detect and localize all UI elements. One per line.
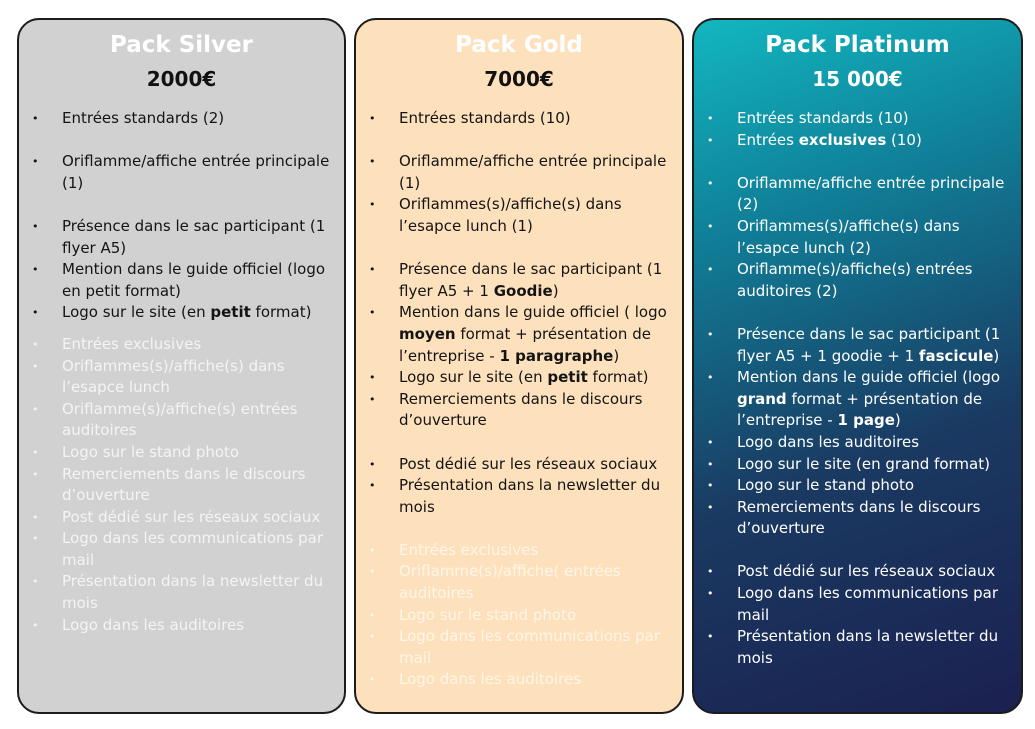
pack-title: Pack Silver (110, 32, 253, 58)
excluded-feature-item: • Entrées exclusives (19, 334, 344, 356)
pack-title: Pack Platinum (765, 32, 950, 58)
feature-list (356, 108, 682, 691)
feature-item: • Oriflamme/affiche entrée principale (1) (356, 151, 682, 194)
feature-item: • Remerciements dans le discours d’ouverture (356, 389, 682, 432)
feature-item: • Présentation dans la newsletter du mois (356, 475, 682, 518)
feature-item: • Mention dans le guide officiel ( logo moyen format + présentation de l’entreprise - 1 paragraphe) (356, 302, 682, 367)
excluded-feature-item: • Oriflamme(s)/affiche(s) entrées auditoires (19, 399, 344, 442)
feature-item: • Oriflammes(s)/affiche(s) dans l’esapce lunch (2) (694, 216, 1021, 259)
feature-item: • Post dédié sur les réseaux sociaux (694, 561, 1021, 583)
excluded-feature-item: • Présentation dans la newsletter du mois (19, 571, 344, 614)
feature-item: • Présentation dans la newsletter du mois (694, 626, 1021, 669)
pack-silver-card (17, 18, 346, 714)
feature-item: • Présence dans le sac participant (1 flyer A5 + 1 Goodie) (356, 259, 682, 302)
feature-item: • Oriflamme(s)/affiche(s) entrées auditoires (2) (694, 259, 1021, 302)
excluded-feature-item: • Oriflammes(s)/affiche(s) dans l’esapce lunch (19, 356, 344, 399)
feature-item: • Entrées standards (2) (19, 108, 344, 130)
excluded-feature-item: • Logo dans les auditoires (19, 615, 344, 637)
feature-item: • Logo sur le stand photo (694, 475, 1021, 497)
feature-item: • Oriflamme/affiche entrée principale (1) (19, 151, 344, 194)
pack-price: 7000€ (484, 67, 554, 91)
feature-item: • Oriflamme/affiche entrée principale (2) (694, 173, 1021, 216)
feature-list (19, 108, 344, 636)
feature-item: • Présence dans le sac participant (1 flyer A5) (19, 216, 344, 259)
excluded-feature-item: • Oriflamme(s)/affiche( entrées auditoires (356, 561, 682, 604)
feature-item: • Mention dans le guide officiel (logo en petit format) (19, 259, 344, 302)
feature-item: • Entrées standards (10) (356, 108, 682, 130)
feature-list (694, 108, 1021, 669)
pack-price: 2000€ (146, 67, 217, 91)
feature-item: • Logo sur le site (en grand format) (694, 454, 1021, 476)
pack-title: Pack Gold (455, 32, 583, 58)
excluded-feature-item: • Logo dans les communications par mail (356, 626, 682, 669)
feature-item: • Remerciements dans le discours d’ouverture (694, 497, 1021, 540)
pack-platinum-card (692, 18, 1023, 714)
feature-item: • Présence dans le sac participant (1 flyer A5 + 1 goodie + 1 fascicule) (694, 324, 1021, 367)
excluded-feature-item: • Post dédié sur les réseaux sociaux (19, 507, 344, 529)
pack-gold-card (354, 18, 684, 714)
feature-item: • Oriflammes(s)/affiche(s) dans l’esapce lunch (1) (356, 194, 682, 237)
feature-item: • Logo sur le site (en petit format) (19, 302, 344, 324)
excluded-feature-item: • Logo sur le stand photo (19, 442, 344, 464)
feature-item: • Entrées exclusives (10) (694, 130, 1021, 152)
feature-item: • Mention dans le guide officiel (logo grand format + présentation de l’entreprise - 1 page) (694, 367, 1021, 432)
excluded-feature-item: • Entrées exclusives (356, 540, 682, 562)
feature-item: • Logo dans les communications par mail (694, 583, 1021, 626)
excluded-feature-item: • Logo sur le stand photo (356, 605, 682, 627)
excluded-feature-item: • Logo dans les communications par mail (19, 528, 344, 571)
excluded-feature-item: • Logo dans les auditoires (356, 669, 682, 691)
excluded-feature-item: • Remerciements dans le discours d’ouverture (19, 464, 344, 507)
feature-item: • Logo sur le site (en petit format) (356, 367, 682, 389)
feature-item: • Post dédié sur les réseaux sociaux (356, 454, 682, 476)
feature-item: • Entrées standards (10) (694, 108, 1021, 130)
pack-price: 15 000€ (812, 67, 903, 91)
feature-item: • Logo dans les auditoires (694, 432, 1021, 454)
